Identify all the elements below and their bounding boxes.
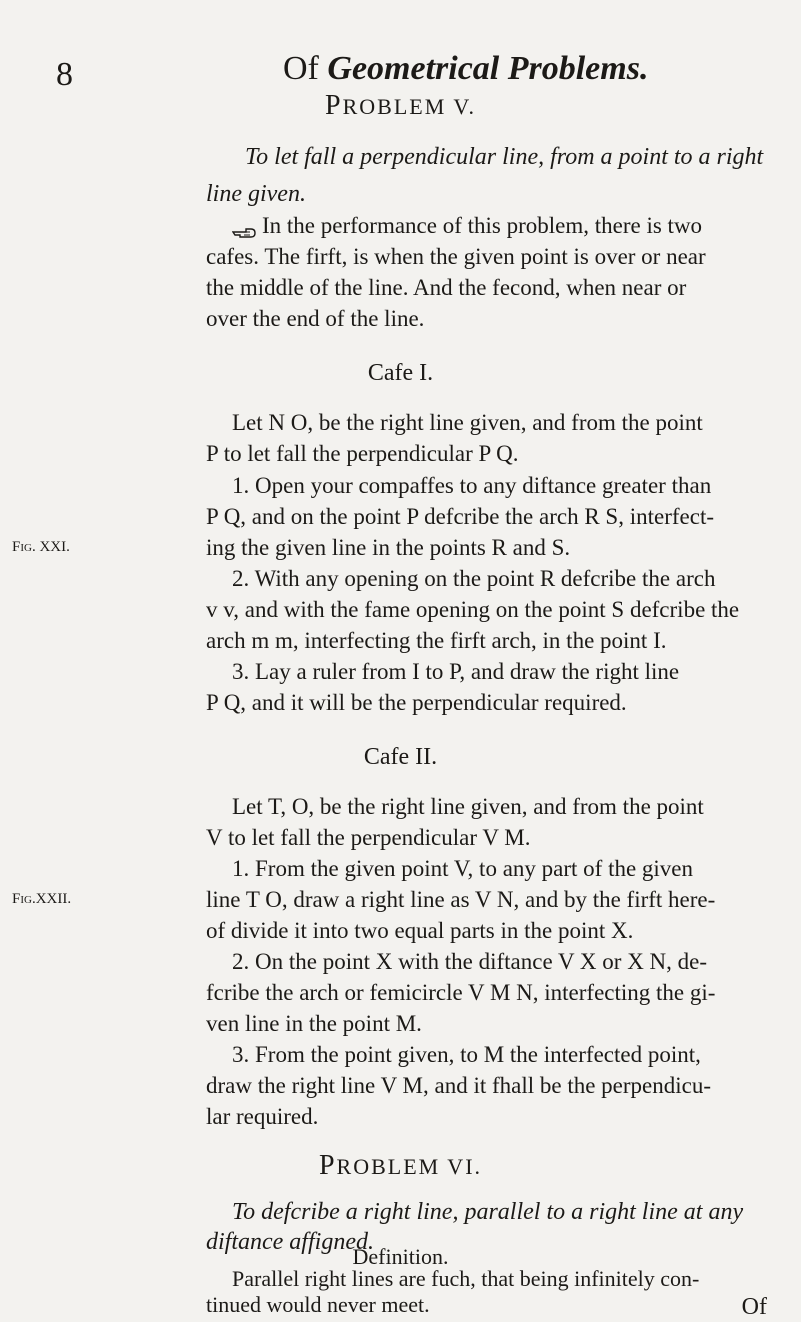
case-2-line-7: fcribe the arch or femicircle V M N, interfecting the gi- xyxy=(206,980,716,1005)
intro-line-3: the middle of the line. And the fecond, when near or xyxy=(206,275,687,300)
problem-5-heading xyxy=(0,90,801,122)
case-2-line-6: 2. On the point X with the diftance V X or X N, de- xyxy=(232,949,708,974)
case-2-line-1: Let T, O, be the right line given, and from the point xyxy=(232,794,704,819)
intro-line-4: over the end of the line. xyxy=(206,306,425,331)
case-2-line-9: 3. From the point given, to M the interfected point, xyxy=(232,1042,701,1067)
case-1-line-2: P to let fall the perpendicular P Q. xyxy=(206,441,519,466)
catchword: Of xyxy=(741,1294,767,1320)
page-number: 8 xyxy=(56,56,73,93)
case-2-line-11: lar required. xyxy=(206,1104,319,1129)
heading-rest: ROBLEM V. xyxy=(342,94,476,119)
definition-line-1: Parallel right lines are fuch, that being infinitely con- xyxy=(232,1266,700,1291)
case-2-line-5: of divide it into two equal parts in the point X. xyxy=(206,918,634,943)
running-head-title: Geometrical Problems. xyxy=(327,50,649,87)
definition-heading: Definition. xyxy=(352,1244,449,1269)
case-1-line-9: 3. Lay a ruler from I to P, and draw the right line xyxy=(232,659,680,684)
problem-6-statement-line-1: To defcribe a right line, parallel to a right line at any xyxy=(232,1199,744,1225)
heading-rest: ROBLEM VI. xyxy=(336,1154,483,1179)
fig-xxi-margin-note: Fig. XXI. xyxy=(12,539,70,555)
pointing-hand-icon xyxy=(232,221,256,235)
case-2-line-2: V to let fall the perpendicular V M. xyxy=(206,825,531,850)
case-2-line-3: 1. From the given point V, to any part of the given xyxy=(232,856,694,881)
running-head-prefix: Of xyxy=(283,50,319,87)
fig-xxii-margin-note: Fig.XXII. xyxy=(12,891,72,907)
case-1-line-10: P Q, and it will be the perpendicular required. xyxy=(206,690,627,715)
problem-5-statement-line-2: line given. xyxy=(206,181,306,207)
case-1-line-4: P Q, and on the point P defcribe the arch R S, interfect- xyxy=(206,504,714,529)
case-1-line-8: arch m m, interfecting the firft arch, in the point I. xyxy=(206,628,667,653)
case-1-heading: Cafe I. xyxy=(367,360,434,386)
heading-initial: P xyxy=(325,90,343,121)
intro-line-1-text: In the performance of this problem, there is two xyxy=(262,213,703,238)
case-2-line-8: ven line in the point M. xyxy=(206,1011,422,1036)
case-2-line-4: line T O, draw a right line as V N, and by the firft here- xyxy=(206,887,716,912)
case-1-line-7: v v, and with the fame opening on the point S defcribe the xyxy=(206,597,740,622)
case-1-line-5: ing the given line in the points R and S. xyxy=(206,535,571,560)
heading-initial: P xyxy=(318,1150,337,1181)
problem-6-statement-line-2: diftance affigned. xyxy=(206,1229,374,1255)
problem-6-heading xyxy=(0,1150,801,1182)
case-1-line-3: 1. Open your compaffes to any diftance greater than xyxy=(232,473,712,498)
intro-line-1 xyxy=(232,214,702,237)
case-2-line-10: draw the right line V M, and it fhall be the perpendicu- xyxy=(206,1073,712,1098)
problem-5-statement-line-1: To let fall a perpendicular line, from a point to a right xyxy=(245,144,764,170)
case-1-line-6: 2. With any opening on the point R defcribe the arch xyxy=(232,566,716,591)
case-1-line-1: Let N O, be the right line given, and from the point xyxy=(232,410,703,435)
case-2-heading: Cafe II. xyxy=(363,744,438,770)
definition-line-2: tinued would never meet. xyxy=(206,1292,430,1317)
running-head xyxy=(283,50,648,88)
intro-line-2: cafes. The firft, is when the given point is over or near xyxy=(206,244,706,269)
